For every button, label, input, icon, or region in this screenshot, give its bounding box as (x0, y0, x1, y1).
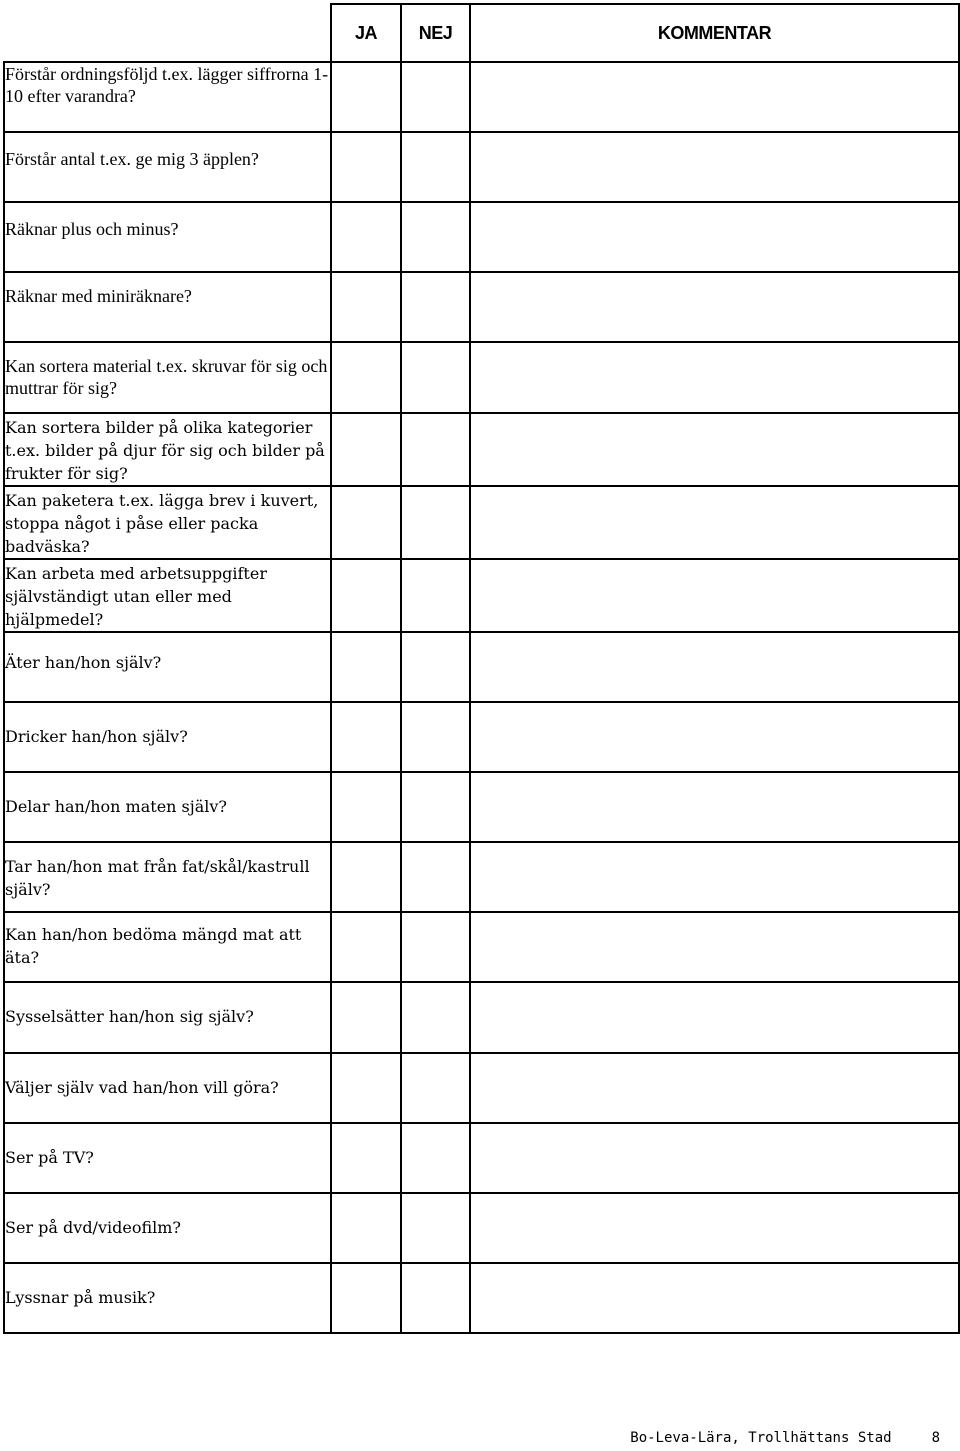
kommentar-cell[interactable] (470, 62, 959, 132)
ja-cell[interactable] (331, 842, 401, 912)
nej-cell[interactable] (401, 413, 470, 486)
table-row (4, 912, 959, 982)
question-cell: Väljer själv vad han/hon vill göra? (4, 1053, 331, 1123)
table-row (4, 272, 959, 342)
nej-cell[interactable] (401, 202, 470, 272)
ja-cell[interactable] (331, 632, 401, 702)
question-cell: Förstår ordningsföljd t.ex. lägger siffrorna 1-10 efter varandra? (4, 62, 331, 132)
ja-cell[interactable] (331, 772, 401, 842)
question-cell: Förstår antal t.ex. ge mig 3 äpplen? (4, 132, 331, 202)
question-cell: Kan paketera t.ex. lägga brev i kuvert, stoppa något i påse eller packa badväska? (4, 486, 331, 559)
kommentar-cell[interactable] (470, 1053, 959, 1123)
table-row (4, 1263, 959, 1333)
table-row (4, 62, 959, 132)
table-row (4, 559, 959, 632)
table-row (4, 1123, 959, 1193)
ja-cell[interactable] (331, 1263, 401, 1333)
question-cell: Kan han/hon bedöma mängd mat att äta? (4, 912, 331, 982)
question-cell: Ser på dvd/videofilm? (4, 1193, 331, 1263)
question-cell: Sysselsätter han/hon sig själv? (4, 982, 331, 1053)
nej-cell[interactable] (401, 842, 470, 912)
table-row (4, 1193, 959, 1263)
question-cell: Delar han/hon maten själv? (4, 772, 331, 842)
question-cell: Kan sortera bilder på olika kategorier t.ex. bilder på djur för sig och bilder på frukter för sig? (4, 413, 331, 486)
kommentar-cell[interactable] (470, 413, 959, 486)
nej-cell[interactable] (401, 1263, 470, 1333)
nej-cell[interactable] (401, 1193, 470, 1263)
table-row (4, 842, 959, 912)
footer-source: Bo-Leva-Lära, Trollhättans Stad (630, 1430, 892, 1446)
kommentar-cell[interactable] (470, 1193, 959, 1263)
kommentar-cell[interactable] (470, 1123, 959, 1193)
ja-cell[interactable] (331, 702, 401, 772)
question-cell: Dricker han/hon själv? (4, 702, 331, 772)
nej-cell[interactable] (401, 132, 470, 202)
table-row (4, 982, 959, 1053)
ja-cell[interactable] (331, 912, 401, 982)
ja-cell[interactable] (331, 559, 401, 632)
kommentar-cell[interactable] (470, 912, 959, 982)
table-row (4, 132, 959, 202)
kommentar-cell[interactable] (470, 702, 959, 772)
nej-cell[interactable] (401, 62, 470, 132)
question-cell: Räknar med miniräknare? (4, 272, 331, 342)
kommentar-cell[interactable] (470, 486, 959, 559)
ja-cell[interactable] (331, 132, 401, 202)
question-cell: Räknar plus och minus? (4, 202, 331, 272)
table-row (4, 413, 959, 486)
header-nej: NEJ (401, 4, 470, 62)
table-row (4, 632, 959, 702)
kommentar-cell[interactable] (470, 842, 959, 912)
header-kommentar: KOMMENTAR (470, 4, 959, 62)
ja-cell[interactable] (331, 1053, 401, 1123)
ja-cell[interactable] (331, 342, 401, 413)
ja-cell[interactable] (331, 1123, 401, 1193)
nej-cell[interactable] (401, 632, 470, 702)
kommentar-cell[interactable] (470, 982, 959, 1053)
question-cell: Äter han/hon själv? (4, 632, 331, 702)
nej-cell[interactable] (401, 702, 470, 772)
question-cell: Ser på TV? (4, 1123, 331, 1193)
question-cell: Tar han/hon mat från fat/skål/kastrull själv? (4, 842, 331, 912)
kommentar-cell[interactable] (470, 202, 959, 272)
page-number: 8 (931, 1430, 940, 1446)
table-header-row (4, 4, 959, 62)
nej-cell[interactable] (401, 912, 470, 982)
kommentar-cell[interactable] (470, 272, 959, 342)
nej-cell[interactable] (401, 486, 470, 559)
kommentar-cell[interactable] (470, 772, 959, 842)
ja-cell[interactable] (331, 486, 401, 559)
kommentar-cell[interactable] (470, 1263, 959, 1333)
ja-cell[interactable] (331, 62, 401, 132)
kommentar-cell[interactable] (470, 342, 959, 413)
ja-cell[interactable] (331, 272, 401, 342)
nej-cell[interactable] (401, 342, 470, 413)
ja-cell[interactable] (331, 202, 401, 272)
table-row (4, 702, 959, 772)
nej-cell[interactable] (401, 272, 470, 342)
header-ja: JA (331, 4, 401, 62)
kommentar-cell[interactable] (470, 132, 959, 202)
nej-cell[interactable] (401, 1053, 470, 1123)
question-cell: Kan sortera material t.ex. skruvar för sig och muttrar för sig? (4, 342, 331, 413)
table-row (4, 486, 959, 559)
table-row (4, 1053, 959, 1123)
nej-cell[interactable] (401, 772, 470, 842)
page-footer (630, 1430, 940, 1446)
header-blank-cell (4, 4, 331, 62)
question-cell: Kan arbeta med arbetsuppgifter självständigt utan eller med hjälpmedel? (4, 559, 331, 632)
table-row (4, 772, 959, 842)
nej-cell[interactable] (401, 559, 470, 632)
ja-cell[interactable] (331, 413, 401, 486)
ja-cell[interactable] (331, 982, 401, 1053)
kommentar-cell[interactable] (470, 559, 959, 632)
table-row (4, 342, 959, 413)
assessment-table (3, 3, 960, 1334)
nej-cell[interactable] (401, 1123, 470, 1193)
kommentar-cell[interactable] (470, 632, 959, 702)
nej-cell[interactable] (401, 982, 470, 1053)
question-cell: Lyssnar på musik? (4, 1263, 331, 1333)
ja-cell[interactable] (331, 1193, 401, 1263)
table-row (4, 202, 959, 272)
